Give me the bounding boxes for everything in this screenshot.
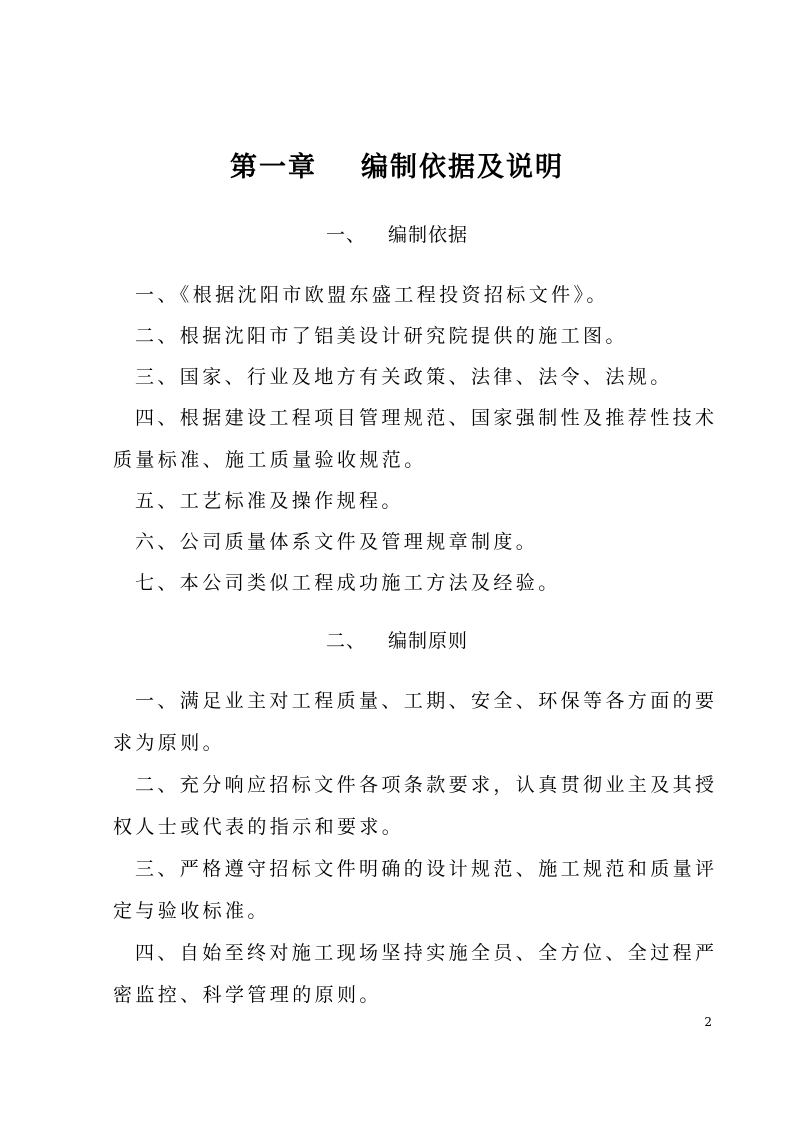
list-item: 五、工艺标准及操作规程。 bbox=[135, 490, 404, 512]
list-item: 七、本公司类似工程成功施工方法及经验。 bbox=[135, 572, 561, 594]
page-number: 2 bbox=[704, 1015, 712, 1029]
list-item: 六、公司质量体系文件及管理规章制度。 bbox=[135, 531, 539, 553]
chapter-number: 第一章 bbox=[230, 152, 317, 183]
section-title: 编制依据 bbox=[388, 224, 469, 246]
section-heading-principles bbox=[0, 628, 794, 654]
list-item: 三、严格遵守招标文件明确的设计规范、施工规范和质量评定与验收标准。 bbox=[113, 858, 718, 922]
section-heading-basis bbox=[0, 222, 794, 248]
chapter-title bbox=[0, 148, 794, 188]
list-item: 二、充分响应招标文件各项条款要求，认真贯彻业主及其授权人士或代表的指示和要求。 bbox=[113, 774, 718, 838]
list-item: 四、根据建设工程项目管理规范、国家强制性及推荐性技术质量标准、施工质量验收规范。 bbox=[113, 407, 718, 471]
section-number: 一、 bbox=[325, 224, 366, 246]
section-number: 二、 bbox=[325, 630, 366, 652]
list-item: 二、根据沈阳市了铝美设计研究院提供的施工图。 bbox=[135, 325, 628, 347]
list-item: 一、满足业主对工程质量、工期、安全、环保等各方面的要求为原则。 bbox=[113, 690, 718, 754]
list-item: 三、国家、行业及地方有关政策、法律、法令、法规。 bbox=[135, 366, 673, 388]
section-title: 编制原则 bbox=[388, 630, 469, 652]
chapter-title-text: 编制依据及说明 bbox=[361, 152, 564, 183]
list-item: 一、《根据沈阳市欧盟东盛工程投资招标文件》。 bbox=[135, 284, 609, 306]
list-item: 四、自始至终对施工现场坚持实施全员、全方位、全过程严密监控、科学管理的原则。 bbox=[113, 942, 718, 1006]
